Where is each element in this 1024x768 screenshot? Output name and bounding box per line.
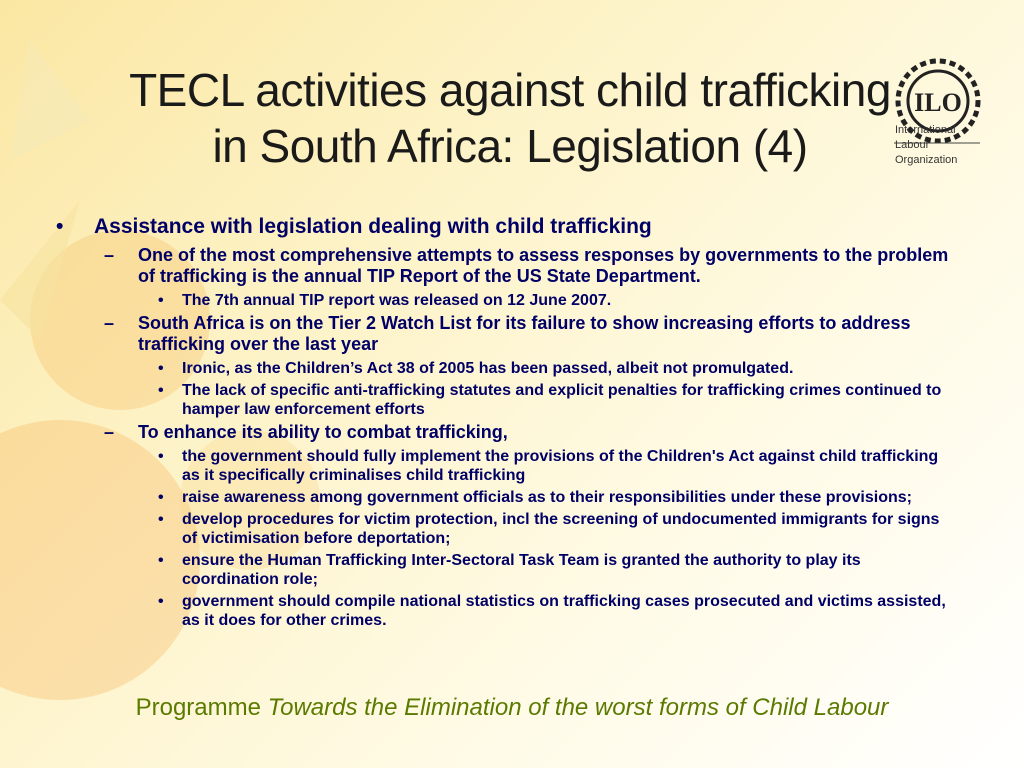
bullet-level-3 <box>56 551 956 589</box>
logo-line-1: International <box>895 124 956 136</box>
footer-prefix: Programme <box>135 694 261 721</box>
footer-italic: Towards the Elimination of the worst forms of Child Labour <box>267 694 889 721</box>
bullet-level-3 <box>56 447 956 485</box>
slide-body <box>56 215 956 633</box>
dash-icon: – <box>104 313 115 333</box>
item-text: South Africa is on the Tier 2 Watch List for its failure to show increasing efforts to address trafficking over the last year <box>138 313 911 354</box>
logo-line-3: Organization <box>895 154 958 166</box>
bullet-dot-icon: • <box>158 552 164 569</box>
bullet-dot-icon: • <box>158 360 164 377</box>
heading-text: Assistance with legislation dealing with child trafficking <box>94 215 652 238</box>
bullet-dot-icon: • <box>158 489 164 506</box>
sub-item-text: develop procedures for victim protection, incl the screening of undocumented immigrants for signs of victimisation before deportation; <box>182 511 940 547</box>
bullet-level-2 <box>56 422 956 443</box>
title-line-2: in South Africa: Legislation (4) <box>212 120 808 172</box>
bullet-dot-icon: • <box>158 292 164 309</box>
sub-item-text: Ironic, as the Children’s Act 38 of 2005 has been passed, albeit not promulgated. <box>182 360 794 377</box>
item-text: To enhance its ability to combat trafficking, <box>138 422 508 442</box>
bullet-level-3 <box>56 381 956 419</box>
logo-text <box>895 123 957 168</box>
bullet-level-3 <box>56 592 956 630</box>
bullet-level-2 <box>56 245 956 287</box>
bullet-dot-icon: • <box>158 448 164 465</box>
sub-item-text: The lack of specific anti-trafficking statutes and explicit penalties for trafficking crimes continued to hamper law enforcement efforts <box>182 382 942 418</box>
dash-icon: – <box>104 422 115 442</box>
bullet-level-3 <box>56 359 956 378</box>
bullet-dot-icon: • <box>158 511 164 528</box>
logo-mark: ILO <box>914 88 962 117</box>
title-line-1: TECL activities against child trafficking <box>129 64 891 116</box>
footer-programme <box>0 694 1024 722</box>
sub-item-text: government should compile national statistics on trafficking cases prosecuted and victims assisted, as it does for other crimes. <box>182 593 946 629</box>
bullet-dot-icon: • <box>56 215 64 238</box>
bullet-level-1 <box>56 215 956 239</box>
bullet-level-2 <box>56 313 956 355</box>
bullet-dot-icon: • <box>158 382 164 399</box>
logo-line-2: Labour <box>895 139 930 151</box>
slide-title <box>40 62 980 174</box>
sub-item-text: the government should fully implement the provisions of the Children's Act against child trafficking as it specifically criminalises child trafficking <box>182 448 939 484</box>
sub-item-text: raise awareness among government officials as to their responsibilities under these provisions; <box>182 489 912 506</box>
bullet-level-3 <box>56 291 956 310</box>
sub-item-text: ensure the Human Trafficking Inter-Sectoral Task Team is granted the authority to play its coordination role; <box>182 552 861 588</box>
bullet-level-3 <box>56 488 956 507</box>
dash-icon: – <box>104 245 115 265</box>
item-text: One of the most comprehensive attempts to assess responses by governments to the problem of trafficking is the annual TIP Report of the US State Department. <box>138 245 949 286</box>
bullet-dot-icon: • <box>158 593 164 610</box>
bullet-level-3 <box>56 510 956 548</box>
sub-item-text: The 7th annual TIP report was released on 12 June 2007. <box>182 292 612 309</box>
